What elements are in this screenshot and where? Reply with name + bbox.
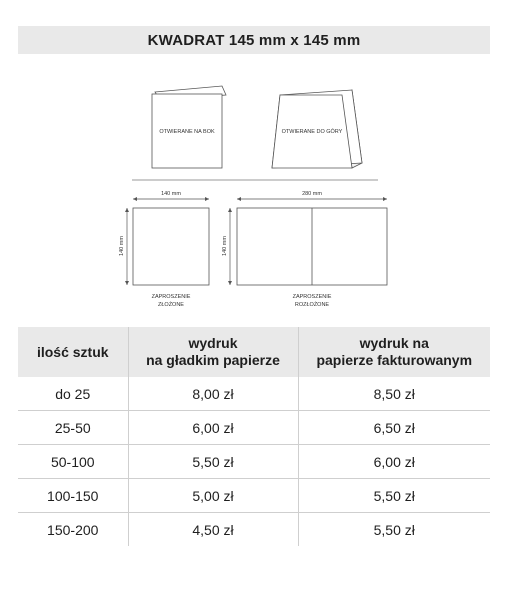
table-row bbox=[18, 479, 490, 513]
page-title: KWADRAT 145 mm x 145 mm bbox=[147, 31, 361, 49]
header-quantity: ilość sztuk bbox=[18, 327, 128, 377]
folded-height-label: 140 mm bbox=[119, 236, 125, 256]
header-textured-paper: wydruk na papierze fakturowanym bbox=[298, 327, 490, 377]
table-row bbox=[18, 445, 490, 479]
header-smooth-paper: wydruk na gładkim papierze bbox=[128, 327, 298, 377]
smooth-price-cell: 8,00 zł bbox=[128, 377, 298, 411]
open-caption-line-1: ZAPROSZENIE bbox=[292, 294, 332, 300]
textured-price-cell: 8,50 zł bbox=[298, 377, 490, 411]
textured-price-cell: 5,50 zł bbox=[298, 479, 490, 513]
card-top-label: OTWIERANE DO GÓRY bbox=[281, 129, 343, 135]
table-row bbox=[18, 377, 490, 411]
quantity-cell: 150-200 bbox=[47, 521, 99, 538]
folded-invitation bbox=[119, 191, 209, 308]
folded-caption-line-2: ZŁOŻONE bbox=[158, 302, 184, 308]
quantity-cell: 50-100 bbox=[18, 445, 128, 479]
price-table bbox=[18, 327, 490, 546]
folded-caption-line-1: ZAPROSZENIE bbox=[151, 294, 191, 300]
card-side-opening bbox=[152, 86, 226, 168]
quantity-cell: 25-50 bbox=[18, 411, 128, 445]
card-top-opening bbox=[272, 90, 362, 168]
table-row bbox=[18, 411, 490, 445]
smooth-price-cell: 6,00 zł bbox=[128, 411, 298, 445]
smooth-price-cell: 5,50 zł bbox=[128, 445, 298, 479]
open-height-label: 140 mm bbox=[222, 236, 228, 256]
textured-price-cell: 6,50 zł bbox=[298, 411, 490, 445]
table-row bbox=[18, 513, 490, 547]
smooth-price-cell: 4,50 zł bbox=[128, 513, 298, 547]
open-width-label: 280 mm bbox=[302, 191, 322, 197]
quantity-cell: do 25 bbox=[18, 377, 128, 411]
open-invitation bbox=[222, 191, 387, 308]
card-side-label: OTWIERANE NA BOK bbox=[159, 129, 215, 135]
textured-price-cell: 6,00 zł bbox=[298, 445, 490, 479]
table-header-row bbox=[18, 327, 490, 377]
quantity-cell: 100-150 bbox=[18, 479, 128, 513]
folded-width-label: 140 mm bbox=[161, 191, 181, 197]
textured-price-cell: 5,50 zł bbox=[298, 513, 490, 547]
open-caption-line-2: ROZŁOŻONE bbox=[294, 302, 330, 308]
smooth-price-cell: 5,00 zł bbox=[128, 479, 298, 513]
